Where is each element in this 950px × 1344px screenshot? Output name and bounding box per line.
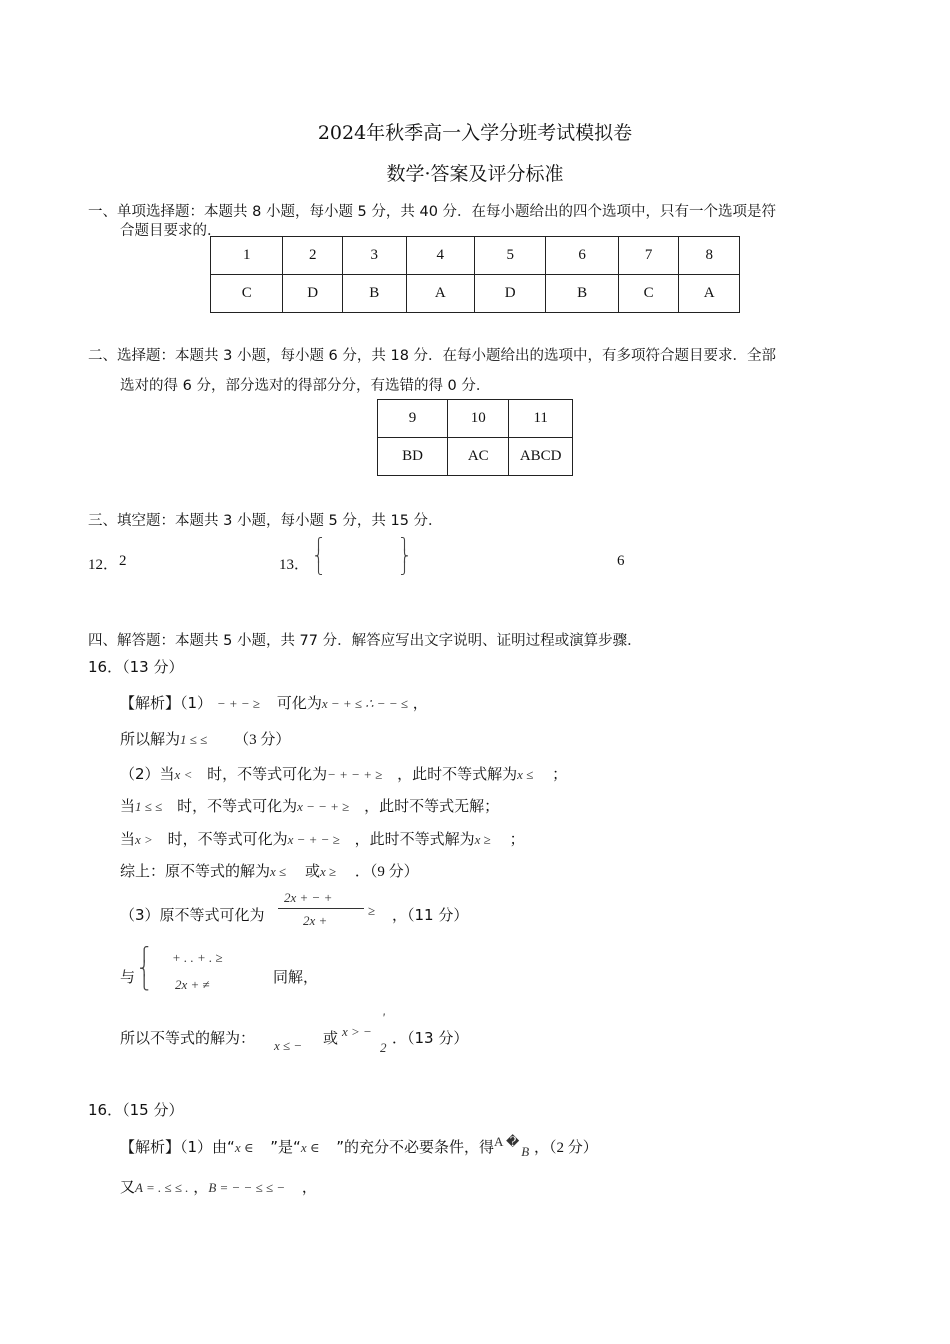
math-expression: x > − xyxy=(342,1024,372,1039)
table-cell: AC xyxy=(448,438,509,476)
text-segment: 或 xyxy=(323,1029,339,1047)
table-cell: C xyxy=(211,275,283,313)
q16a-line7-score: ，（11 分） xyxy=(392,906,469,924)
q16a-line6 xyxy=(120,860,419,881)
math-expression: x < xyxy=(174,767,193,782)
section3-heading: 三、填空题：本题共 3 小题，每小题 5 分，共 15 分． xyxy=(88,513,443,529)
q16b-label: 16．（15 分） xyxy=(88,1101,184,1119)
text-segment: （2）当 xyxy=(120,765,175,783)
q16a-line3 xyxy=(120,763,567,784)
page-subtitle: 数学·答案及评分标准 xyxy=(386,163,564,185)
q16a-line8-end: 同解， xyxy=(273,968,319,986)
table-cell: 7 xyxy=(618,237,679,275)
section4-heading: 四、解答题：本题共 5 小题，共 77 分．解答应写出文字说明、证明过程或演算步骤． xyxy=(88,633,642,649)
math-expression: − + − + ≥ xyxy=(327,767,383,782)
system-brace-mark: ⎧ ⎨ ⎩ xyxy=(139,947,150,991)
math-expression: x ≤ − xyxy=(274,1038,303,1053)
table-cell: B xyxy=(343,275,407,313)
table-cell: 11 xyxy=(509,400,573,438)
fraction-numerator: ' xyxy=(382,1010,385,1025)
table-cell: 3 xyxy=(343,237,407,275)
math-expression: 1 ≤ ≤ xyxy=(135,799,163,814)
table-cell: 9 xyxy=(378,400,448,438)
math-expression: x ≤ xyxy=(270,864,287,879)
table-row-answers xyxy=(211,275,740,313)
math-expression: − + − ≥ xyxy=(216,696,261,711)
table-cell: 4 xyxy=(406,237,474,275)
q13-label: 13． xyxy=(279,557,310,573)
table-cell: ABCD xyxy=(509,438,573,476)
table-cell: D xyxy=(283,275,343,313)
math-expression: A = . ≤ ≤ . xyxy=(135,1180,189,1195)
table-cell: A xyxy=(406,275,474,313)
math-expression: x > xyxy=(135,832,153,847)
table-row-numbers xyxy=(211,237,740,275)
text-segment: 【解析】（1） xyxy=(120,694,213,712)
text-segment: 【解析】（1）由“ xyxy=(120,1138,235,1156)
q12-label: 12． xyxy=(88,557,119,573)
score-note: ．（9 分） xyxy=(354,864,419,880)
text-segment: 时，不等式可化为 xyxy=(177,797,298,815)
q16a-line8-prefix: 与 xyxy=(120,968,136,986)
section2-heading-line2: 选对的得 6 分，部分选对的得部分分，有选错的得 0 分． xyxy=(120,378,491,394)
fraction-denominator: 2 xyxy=(380,1040,387,1055)
fraction-numerator: 2x + − + xyxy=(284,890,333,905)
table-cell: 5 xyxy=(474,237,545,275)
q12-answer: 2 xyxy=(119,553,127,569)
math-expression: x − + ≤ ∴ − − ≤ xyxy=(321,696,408,711)
text-segment: ； xyxy=(509,830,525,848)
math-expression: B xyxy=(521,1144,530,1159)
page-title: 2024年秋季高一入学分班考试模拟卷 xyxy=(317,122,633,144)
q16a-line9-score: ．（13 分） xyxy=(392,1029,469,1047)
q16a-line1 xyxy=(120,692,428,713)
table-cell: BD xyxy=(378,438,448,476)
math-expression: 1 ≤ ≤ xyxy=(180,732,208,747)
text-segment: ， xyxy=(301,1178,317,1196)
fraction-denominator: 2x + xyxy=(303,913,328,928)
q16a-line9-prefix: 所以不等式的解为： xyxy=(120,1029,256,1047)
table-cell: 10 xyxy=(448,400,509,438)
math-expression: A � xyxy=(494,1134,520,1149)
text-segment: 当 xyxy=(120,830,136,848)
text-segment: ，此时不等式解为 xyxy=(397,765,518,783)
text-segment: ”是“ xyxy=(270,1138,301,1156)
q16b-line1 xyxy=(120,1136,598,1157)
table-cell: 6 xyxy=(546,237,618,275)
text-segment: 时，不等式可化为 xyxy=(167,830,288,848)
q16a-line7-prefix: （3）原不等式可化为 xyxy=(120,906,265,924)
text-segment: ”的充分不必要条件，得 xyxy=(336,1138,495,1156)
math-expression: 2x + ≠ xyxy=(175,977,210,992)
math-expression: x − − + ≥ xyxy=(297,799,350,814)
right-brace-mark: ⎫ ⎬ ⎭ xyxy=(400,537,409,575)
q16b-line2 xyxy=(120,1176,317,1197)
table-row-answers xyxy=(378,438,573,476)
section1-heading-line1: 一、单项选择题：本题共 8 小题，每小题 5 分，共 40 分．在每小题给出的四个选项中，只有一个选项是符 xyxy=(88,204,777,220)
section1-heading-line2: 合题目要求的． xyxy=(120,223,222,239)
left-brace-mark: ⎧ ⎨ ⎩ xyxy=(314,537,323,575)
math-expression: ≥ xyxy=(368,903,376,918)
table-row-numbers xyxy=(378,400,573,438)
table-cell: 8 xyxy=(679,237,740,275)
table-cell: C xyxy=(618,275,679,313)
math-expression: + . . + . ≥ xyxy=(172,950,223,965)
table-cell: A xyxy=(679,275,740,313)
section2-heading-line1: 二、选择题：本题共 3 小题，每小题 6 分，共 18 分．在每小题给出的选项中，有多项符合题目要求．全部 xyxy=(88,348,777,364)
math-expression: x ≥ xyxy=(474,832,491,847)
text-segment: ； xyxy=(552,765,568,783)
math-expression: x − + − ≥ xyxy=(287,832,340,847)
q14-answer: 6 xyxy=(617,553,625,569)
text-segment: 可化为 xyxy=(276,694,322,712)
math-expression: x ≥ xyxy=(319,864,337,879)
math-expression: x ≤ xyxy=(517,767,534,782)
text-segment: 又 xyxy=(120,1178,136,1196)
math-expression: x ∈ xyxy=(300,1140,320,1155)
text-segment: ， xyxy=(412,694,428,712)
math-expression: B = − − ≤ ≤ − xyxy=(208,1180,286,1195)
text-segment: 综上：原不等式的解为 xyxy=(120,862,271,880)
text-segment: 当 xyxy=(120,797,136,815)
table-cell: D xyxy=(474,275,545,313)
q16a-line2 xyxy=(120,728,290,749)
table-cell: 2 xyxy=(283,237,343,275)
text-segment: 时，不等式可化为 xyxy=(207,765,328,783)
q16a-line4 xyxy=(120,795,499,816)
text-segment: ，此时不等式解为 xyxy=(354,830,475,848)
math-expression: x ∈ xyxy=(234,1140,254,1155)
score-note: ，（2 分） xyxy=(534,1140,598,1156)
table-cell: B xyxy=(546,275,618,313)
section1-answer-table xyxy=(210,236,740,313)
q16a-label: 16．（13 分） xyxy=(88,658,184,676)
text-segment: 或 xyxy=(304,862,320,880)
fraction-bar xyxy=(278,908,364,909)
text-segment: ，此时不等式无解； xyxy=(364,797,500,815)
q16a-line5 xyxy=(120,828,525,849)
section2-answer-table xyxy=(377,399,573,476)
text-segment: ， xyxy=(193,1178,209,1196)
text-segment: 所以解为 xyxy=(120,730,181,748)
score-note: （3 分） xyxy=(234,732,291,748)
table-cell: 1 xyxy=(211,237,283,275)
